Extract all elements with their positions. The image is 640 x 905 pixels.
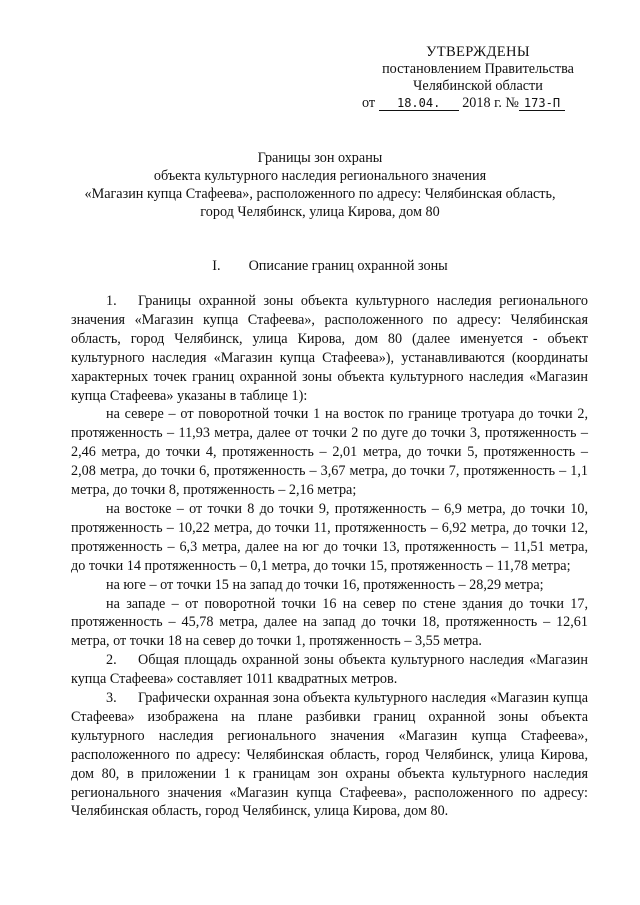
approval-from-label: от [362,95,376,111]
paragraph-1-text: Границы охранной зоны объекта культурного наследия регионального значения «Магазин купца Стафеева», расположенного по адресу: Челябинская область, город Челябинск, улица Кирова, дом 80 (далее именуется - объект культурного наследия «Магазин купца Стафеева»), устанавливаются (координаты характерных точек границ охранной зоны объекта культурного наследия «Магазин купца Стафеева» указаны в таблице 1): [71,293,588,404]
section-title: Описание границ охранной зоны [248,258,448,274]
paragraph-2 [71,651,588,689]
paragraph-2-text: Общая площадь охранной зоны объекта культурного наследия «Магазин купца Стафеева» составляет 1011 квадратных метров. [71,652,588,688]
paragraph-east: на востоке – от точки 8 до точки 9, протяженность – 6,9 метра, до точки 10, протяженность – 10,22 метра, до точки 11, протяженность – 6,92 метра, до точки 12, протяженность – 6,3 метра, далее на юг до точки 13, протяженность – 11,51 метра, до точки 14 протяженность – 0,1 метра, до точки 15, протяженность – 11,78 метра; [71,500,588,574]
section-number: I. [212,258,221,274]
title-line-3: «Магазин купца Стафеева», расположенного по адресу: Челябинская область, [84,186,556,202]
title-line-2: объекта культурного наследия регионального значения [153,168,487,184]
approval-date-number-line [362,95,598,112]
approval-block [362,44,588,111]
approval-number-value: 173-П [519,96,565,111]
paragraph-1-number: 1. [106,293,117,309]
paragraph-3-number: 3. [106,690,117,707]
paragraph-north: на севере – от поворотной точки 1 на восток по границе тротуара до точки 2, протяженность – 11,93 метра, далее от точки 2 по дуге до точки 3, протяженность – 2,46 метра, до точки 4, протяженность – 2,01 метра, до точки 5, протяженность – 2,08 метра, до точки 6, протяженность – 3,67 метра, до точки 7, протяженность – 1,1 метра, до точки 8, протяженность – 2,16 метра; [71,406,588,499]
document-body [71,292,588,821]
paragraph-west: на западе – от поворотной точки 16 на север по стене здания до точки 17, протяженность – 45,78 метра, далее на запад до точки 18, протяженность – 12,61 метра, от точки 18 на север до точки 1, протяженность – 3,55 метра. [71,595,588,650]
title-line-1: Границы зон охраны [257,150,383,166]
approval-date-value: 18.04. [379,96,459,111]
paragraph-3 [71,689,588,821]
approval-line-2: Челябинской области [413,78,543,94]
paragraph-1 [71,292,588,405]
paragraph-3-text: Графически охранная зона объекта культурного наследия «Магазин купца Стафеева» изображена на плане разбивки границ охранной зоны объекта культурного наследия регионального значения «Магазин купца Стафеева», расположенного по адресу: Челябинская область, город Челябинск, улица Кирова, дом 80, в приложении 1 к границам зон охраны объекта культурного наследия регионального значения «Магазин купца Стафеева», расположенного по адресу: Челябинская область, город Челябинск, улица Кирова, дом 80. [71,690,588,820]
approval-year-text: 2018 г. № [462,95,519,111]
document-title [60,149,580,221]
section-heading [70,258,590,275]
approval-line-1: постановлением Правительства [382,61,574,77]
paragraph-south: на юге – от точки 15 на запад до точки 16, протяженность – 28,29 метра; [106,576,544,593]
paragraph-2-number: 2. [106,652,117,669]
approval-heading: УТВЕРЖДЕНЫ [426,44,530,60]
title-line-4: город Челябинск, улица Кирова, дом 80 [200,204,440,220]
